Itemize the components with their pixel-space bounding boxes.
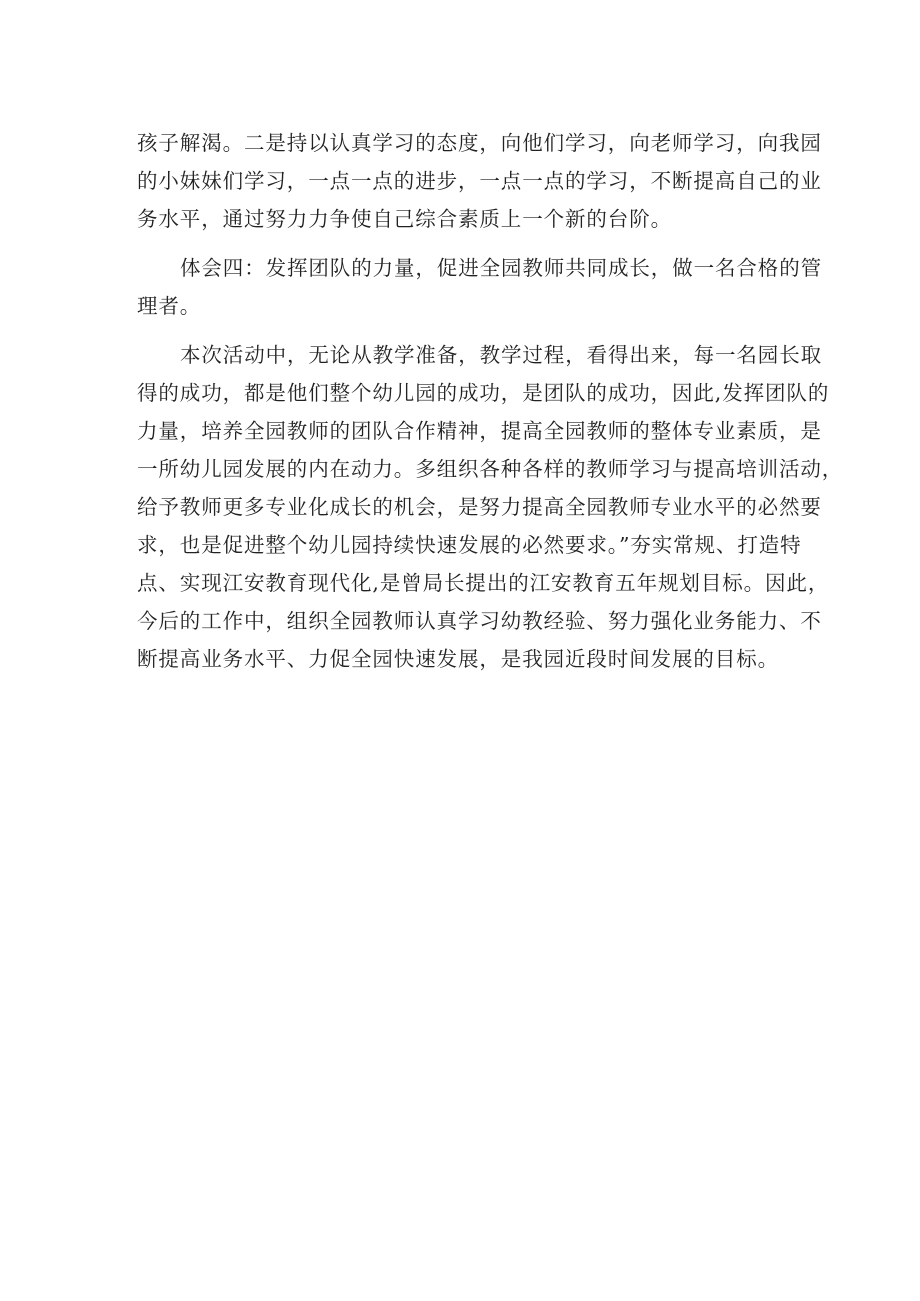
text-line: 点、实现江安教育现代化,是曾局长提出的江安教育五年规划目标。因此，: [137, 571, 830, 595]
text-line: 理者。: [137, 294, 202, 318]
text-line: 断提高业务水平、力促全园快速发展，是我园近段时间发展的目标。: [137, 647, 779, 671]
paragraph-body: [137, 336, 844, 678]
text-line: 求，也是促进整个幼儿园持续快速发展的必然要求。”夯实常规、打造特: [137, 533, 802, 557]
text-line: 孩子解渴。二是持以认真学习的态度，向他们学习，向老师学习，向我园: [137, 131, 822, 155]
section-heading-4: [137, 249, 822, 325]
text-line: 给予教师更多专业化成长的机会，是努力提高全园教师专业水平的必然要: [137, 495, 822, 519]
text-line: 务水平，通过努力力争使自己综合素质上一个新的台阶。: [137, 207, 672, 231]
text-line: 今后的工作中，组织全园教师认真学习幼教经验、努力强化业务能力、不: [137, 609, 822, 633]
text-line: 本次活动中，无论从教学准备，教学过程，看得出来，每一名园长取: [180, 343, 822, 367]
text-line: 的小妹妹们学习，一点一点的进步，一点一点的学习，不断提高自己的业: [137, 169, 822, 193]
text-line: 得的成功，都是他们整个幼儿园的成功，是团队的成功，因此,发挥团队的: [137, 381, 830, 405]
document-body: [137, 124, 844, 678]
text-line: 力量，培养全园教师的团队合作精神，提高全园教师的整体专业素质，是: [137, 419, 822, 443]
text-line: 体会四：发挥团队的力量，促进全园教师共同成长，做一名合格的管: [180, 256, 822, 280]
paragraph-continuation: [137, 124, 822, 238]
text-line: 一所幼儿园发展的内在动力。多组织各种各样的教师学习与提高培训活动，: [137, 457, 844, 481]
